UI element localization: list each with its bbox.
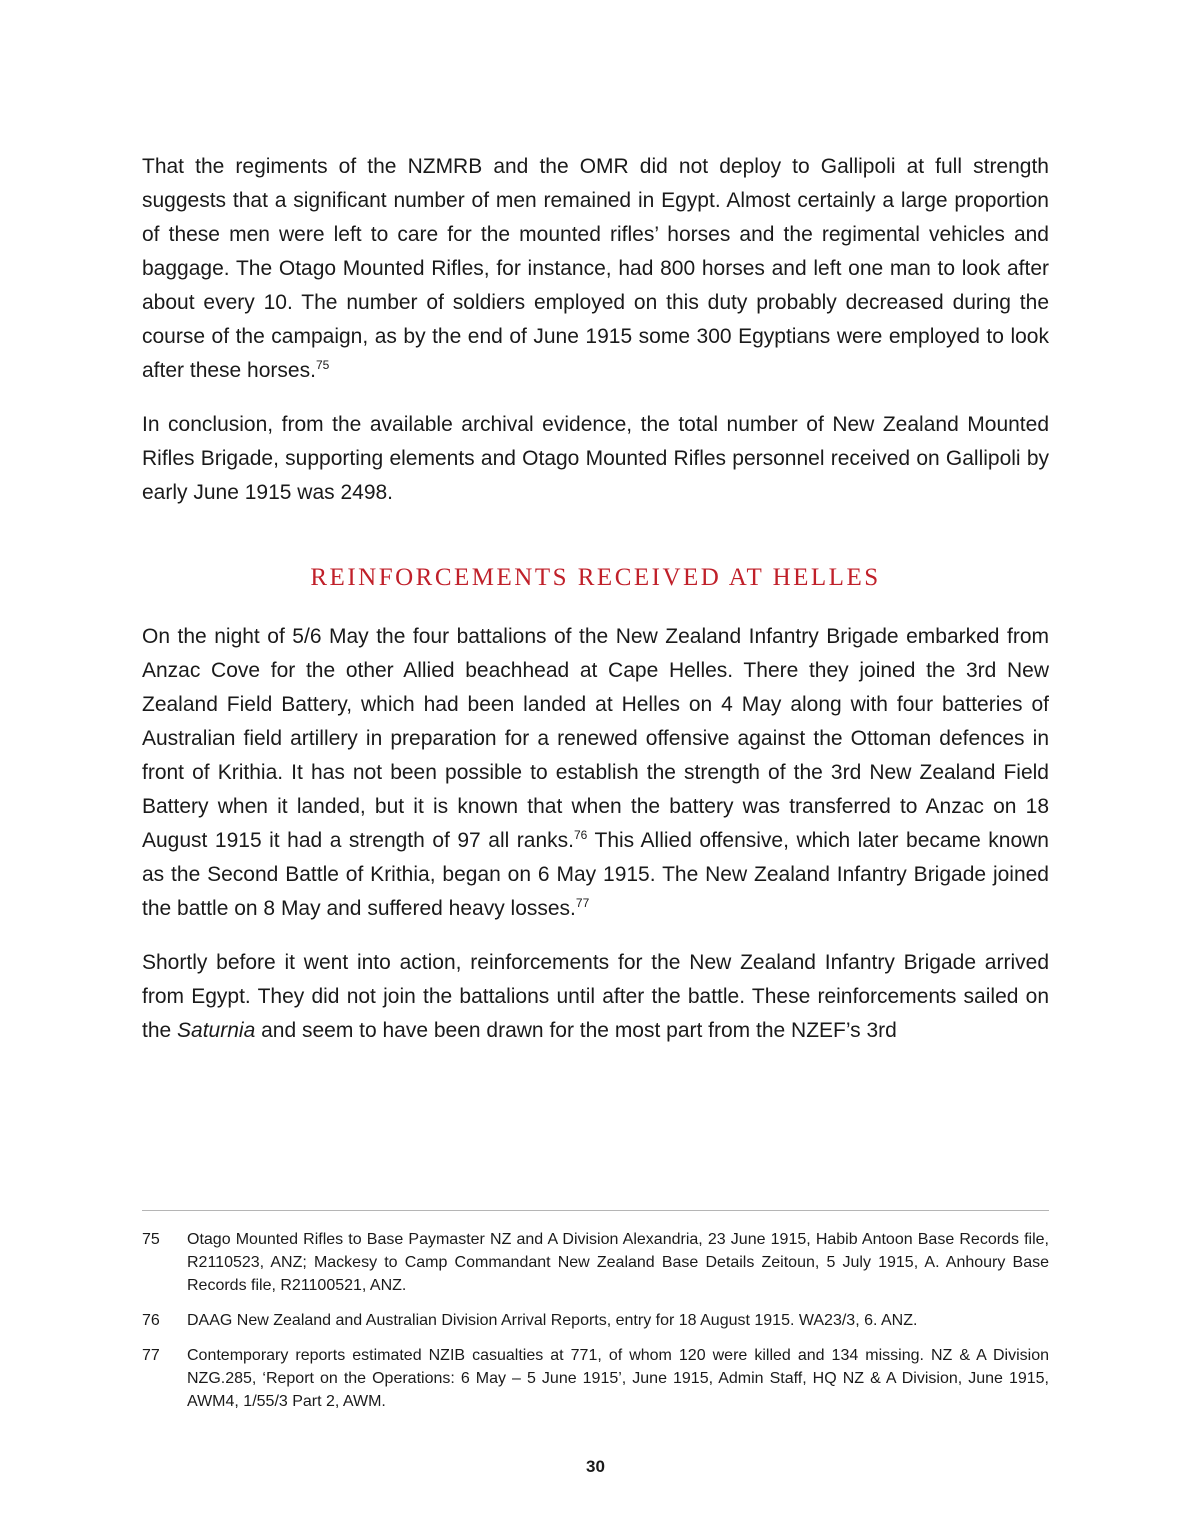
footnote-text: DAAG New Zealand and Australian Division Arrival Reports, entry for 18 August 1915. WA23/3, 6. ANZ. bbox=[187, 1312, 918, 1329]
footnote-text: Otago Mounted Rifles to Base Paymaster NZ and A Division Alexandria, 23 June 1915, Habib Antoon Base Records file, R2110523, ANZ; Mackesy to Camp Commandant New Zealand Base Details Zeitoun, 5 July 1915, A. Anhoury Base Records file, R21100521, ANZ. bbox=[187, 1231, 1049, 1294]
paragraph-1 bbox=[142, 150, 1049, 388]
footnotes bbox=[142, 1228, 1049, 1425]
page-number: 30 bbox=[586, 1457, 605, 1476]
paragraph-4-text-b: and seem to have been drawn for the most part from the NZEF’s 3rd bbox=[255, 1019, 897, 1042]
paragraph-4 bbox=[142, 946, 1049, 1048]
footnote-number: 76 bbox=[142, 1312, 160, 1329]
footnote-ref-77[interactable]: 77 bbox=[575, 896, 590, 910]
paragraph-3-text-b: This Allied offensive, which later became known as the Second Battle of Krithia, began on 6 May 1915. The New Zealand Infantry Brigade joined the battle on 8 May and suffered heavy losses. bbox=[142, 829, 1049, 920]
footnote-ref-76[interactable]: 76 bbox=[573, 828, 588, 842]
paragraph-4-text-a: Shortly before it went into action, reinforcements for the New Zealand Infantry Brigade arrived from Egypt. They did not join the battalions until after the battle. These reinforcements sailed on the bbox=[142, 951, 1049, 1042]
footnote-number: 77 bbox=[142, 1347, 160, 1364]
main-text bbox=[142, 150, 1049, 1068]
footnote-divider bbox=[142, 1210, 1049, 1211]
paragraph-3 bbox=[142, 620, 1049, 926]
ship-name: Saturnia bbox=[177, 1019, 256, 1042]
footnote-77 bbox=[142, 1344, 1049, 1413]
footnote-number: 75 bbox=[142, 1231, 160, 1248]
section-heading: REINFORCEMENTS RECEIVED AT HELLES bbox=[310, 564, 881, 591]
paragraph-3-text-a: On the night of 5/6 May the four battalions of the New Zealand Infantry Brigade embarked from Anzac Cove for the other Allied beachhead at Cape Helles. There they joined the 3rd New Zealand Field Battery, which had been landed at Helles on 4 May along with four batteries of Australian field artillery in preparation for a renewed offensive against the Ottoman defences in front of Krithia. It has not been possible to establish the strength of the 3rd New Zealand Field Battery when it landed, but it is known that when the battery was transferred to Anzac on 18 August 1915 it had a strength of 97 all ranks. bbox=[142, 625, 1049, 852]
footnote-76 bbox=[142, 1309, 1049, 1332]
footnote-text: Contemporary reports estimated NZIB casualties at 771, of whom 120 were killed and 134 missing. NZ & A Division NZG.285, ‘Report on the Operations: 6 May – 5 June 1915’, June 1915, Admin Staff, HQ NZ & A Division, June 1915, AWM4, 1/55/3 Part 2, AWM. bbox=[187, 1347, 1049, 1410]
paragraph-2 bbox=[142, 408, 1049, 510]
paragraph-2-text: In conclusion, from the available archival evidence, the total number of New Zealand Mounted Rifles Brigade, supporting elements and Otago Mounted Rifles personnel received on Gallipoli by early June 1915 was 2498. bbox=[142, 413, 1049, 504]
paragraph-1-text: That the regiments of the NZMRB and the OMR did not deploy to Gallipoli at full strength suggests that a significant number of men remained in Egypt. Almost certainly a large proportion of these men were left to care for the mounted rifles’ horses and the regimental vehicles and baggage. The Otago Mounted Rifles, for instance, had 800 horses and left one man to look after about every 10. The number of soldiers employed on this duty probably decreased during the course of the campaign, as by the end of June 1915 some 300 Egyptians were employed to look after these horses. bbox=[142, 155, 1049, 382]
footnote-75 bbox=[142, 1228, 1049, 1297]
footnote-ref-75[interactable]: 75 bbox=[315, 358, 330, 372]
